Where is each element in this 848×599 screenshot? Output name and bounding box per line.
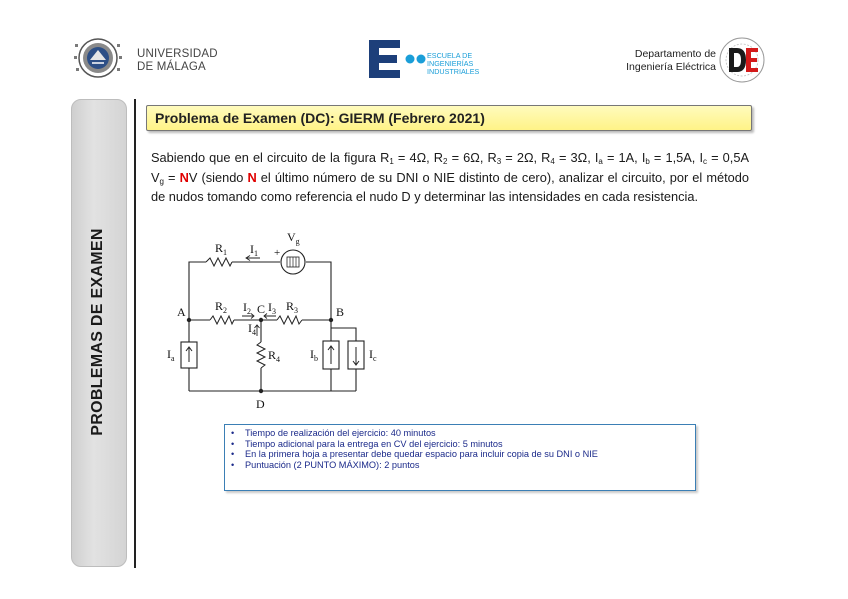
label-i1: $I_1$: [250, 242, 258, 258]
resistor-r2: [210, 316, 234, 324]
resistor-r4: [257, 342, 265, 368]
node-dot-a: [187, 318, 191, 322]
list-item: • Tiempo adicional para la entrega en CV del ejercicio: 5 minutos: [245, 439, 695, 450]
problem-title-bar: [146, 105, 752, 131]
current-source-ic: [348, 341, 364, 369]
label-i4: $I_4$: [248, 321, 256, 337]
section-label: PROBLEMAS DE EXAMEN: [89, 228, 106, 436]
vertical-divider: [134, 99, 136, 568]
school-name: ESCUELA DE INGENIERÍAS INDUSTRIALES: [427, 51, 480, 76]
node-dot-c: [259, 318, 263, 322]
label-r1: $R_1$: [215, 241, 228, 257]
circuit-diagram: [162, 228, 394, 408]
list-item: • En la primera hoja a presentar debe quedar espacio para incluir copia de su DNI o NIE: [245, 449, 695, 460]
department-name: Departamento de Ingeniería Eléctrica: [626, 48, 716, 73]
label-vg: $V_g$: [287, 230, 300, 246]
label-node-d: D: [256, 397, 265, 408]
label-ic: $I_c$: [369, 347, 377, 363]
label-plus: +: [274, 247, 281, 259]
label-ia: $I_a$: [167, 347, 175, 363]
label-i2: $I_2$: [243, 300, 251, 316]
label-r4: $R_4$: [268, 348, 281, 364]
university-name: UNIVERSIDAD DE MÁLAGA: [137, 48, 218, 73]
node-dot-d: [259, 389, 263, 393]
label-node-a: A: [177, 305, 186, 319]
resistor-r1: [206, 258, 232, 266]
exam-notes-box: [224, 424, 696, 491]
node-dot-b: [329, 318, 333, 322]
problem-title: Problema de Examen (DC): GIERM (Febrero 2021): [155, 110, 485, 126]
problem-statement: Sabiendo que en el circuito de la figura $R_1 = 4\Omega$, $R_2 = 6\Omega$, $R_3 = 2\Omega$, $R_4 = 3\Omega$, $I_a = 1A$, $I_b = 1,5A$, $I_c = 0,5A$ $V_g$ = NV (siendo N el último número de su DNI o NIE distinto de cero), analizar el circuito, por el método de nudos tomando como referencia el nudo D y determinar las intensidades en cada resistencia.: [151, 150, 749, 204]
resistor-r3: [277, 316, 302, 324]
label-node-b: B: [336, 305, 345, 319]
label-r2: $R_2$: [215, 299, 228, 315]
label-r3: $R_3$: [286, 299, 299, 315]
department-logo-icon: [718, 36, 766, 84]
label-node-c: C: [257, 302, 266, 316]
notes-list: [225, 428, 695, 470]
university-seal-icon: [70, 36, 130, 80]
label-i3: $I_3$: [268, 300, 276, 316]
current-source-ib: [323, 341, 339, 369]
current-source-ia: [181, 342, 197, 368]
circuit-wires: [189, 262, 356, 391]
voltage-source-vg: [281, 250, 305, 274]
list-item: • Tiempo de realización del ejercicio: 40 minutos: [245, 428, 695, 439]
list-item: • Puntuación (2 PUNTO MÁXIMO): 2 puntos: [245, 460, 695, 471]
label-ib: $I_b$: [310, 347, 318, 363]
